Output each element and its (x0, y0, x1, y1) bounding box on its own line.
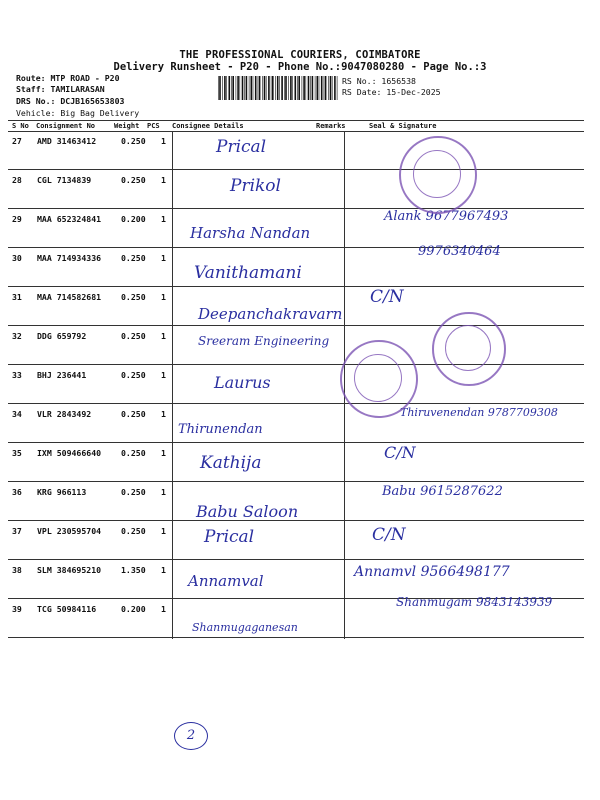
table-row (8, 482, 584, 521)
serial-number: 37 (12, 526, 22, 536)
serial-number: 36 (12, 487, 22, 497)
signature-handwriting: Annamvl 9566498177 (354, 564, 510, 580)
consignment-number: VLR 2843492 (37, 409, 92, 419)
consignment-number: MAA 714582681 (37, 292, 102, 302)
drs-number: DRS No.: DCJB165653803 (16, 96, 125, 106)
serial-number: 34 (12, 409, 22, 419)
weight-value: 0.200 (121, 604, 146, 614)
col-consignee: Consignee Details (172, 122, 244, 130)
consignee-handwriting: Babu Saloon (196, 502, 299, 521)
consignee-handwriting: Vanithamani (194, 263, 302, 283)
consignee-handwriting: Prical (204, 527, 255, 547)
pieces-count: 1 (161, 526, 166, 536)
pieces-count: 1 (161, 604, 166, 614)
staff-label: Staff: TAMILARASAN (16, 84, 105, 94)
serial-number: 38 (12, 565, 22, 575)
consignment-number: CGL 7134839 (37, 175, 92, 185)
pieces-count: 1 (161, 487, 166, 497)
signature-handwriting: Shanmugam 9843143939 (396, 595, 553, 609)
weight-value: 0.250 (121, 175, 146, 185)
consignment-number: IXM 509466640 (37, 448, 102, 458)
barcode-image (218, 76, 338, 100)
consignment-number: KRG 966113 (37, 487, 87, 497)
weight-value: 0.250 (121, 370, 146, 380)
signature-handwriting: Alank 9677967493 (384, 209, 509, 224)
consignee-handwriting: Kathija (200, 453, 262, 473)
serial-number: 27 (12, 136, 22, 146)
row-divider (8, 637, 584, 638)
weight-value: 0.250 (121, 487, 146, 497)
consignee-handwriting: Prikol (230, 176, 281, 196)
col-consignment: Consignment No (36, 122, 96, 130)
consignment-number: BHJ 236441 (37, 370, 87, 380)
weight-value: 0.250 (121, 526, 146, 536)
pieces-count: 1 (161, 409, 166, 419)
col-weight: Weight (114, 122, 140, 130)
signature-handwriting: 9976340464 (418, 244, 501, 259)
pieces-count: 1 (161, 370, 166, 380)
col-signature: Seal & Signature (369, 122, 437, 130)
serial-number: 33 (12, 370, 22, 380)
consignee-handwriting: Laurus (214, 373, 271, 392)
signature-handwriting: C/N (370, 287, 404, 307)
page-mark-circle: 2 (174, 722, 208, 750)
col-remarks: Remarks (316, 122, 346, 130)
serial-number: 31 (12, 292, 22, 302)
weight-value: 0.250 (121, 448, 146, 458)
pieces-count: 1 (161, 175, 166, 185)
table-row (8, 131, 584, 170)
table-row (8, 560, 584, 599)
weight-value: 0.250 (121, 409, 146, 419)
page-title: THE PROFESSIONAL COURIERS, COIMBATORE (179, 49, 421, 61)
rs-number: RS No.: 1656538 (342, 76, 416, 86)
serial-number: 30 (12, 253, 22, 263)
weight-value: 0.200 (121, 214, 146, 224)
rs-date: RS Date: 15-Dec-2025 (342, 87, 441, 97)
table-row (8, 595, 584, 638)
pieces-count: 1 (161, 565, 166, 575)
engineering-seal-stamp (432, 312, 506, 386)
consignee-handwriting: Thirunendan (178, 422, 263, 437)
consignment-number: DDG 659792 (37, 331, 87, 341)
serial-number: 29 (12, 214, 22, 224)
signature-handwriting: C/N (384, 443, 416, 462)
company-seal-stamp (399, 136, 477, 214)
weight-value: 0.250 (121, 331, 146, 341)
table-row (8, 209, 584, 248)
table-row (8, 443, 584, 482)
consignment-number: AMD 31463412 (37, 136, 97, 146)
serial-number: 28 (12, 175, 22, 185)
route-label: Route: MTP ROAD - P20 (16, 73, 120, 83)
consignment-number: MAA 714934336 (37, 253, 102, 263)
consignee-handwriting: Sreeram Engineering (198, 334, 330, 348)
table-row (8, 287, 584, 326)
col-pcs: PCS (147, 122, 160, 130)
consignee-handwriting: Shanmugaganesan (192, 621, 298, 634)
consignee-handwriting: Prical (216, 137, 267, 157)
signature-handwriting: Babu 9615287622 (382, 484, 503, 499)
page-subtitle: Delivery Runsheet - P20 - Phone No.:9047080280 - Page No.:3 (113, 61, 487, 73)
table-row (8, 244, 584, 287)
weight-value: 0.250 (121, 292, 146, 302)
signature-handwriting: C/N (372, 525, 406, 545)
consignment-number: MAA 652324841 (37, 214, 102, 224)
consignee-handwriting: Annamval (188, 572, 264, 590)
pieces-count: 1 (161, 292, 166, 302)
table-row (8, 521, 584, 560)
pieces-count: 1 (161, 448, 166, 458)
serial-number: 35 (12, 448, 22, 458)
minerals-seal-stamp (340, 340, 418, 418)
pieces-count: 1 (161, 136, 166, 146)
table-row (8, 170, 584, 209)
consignment-number: SLM 384695210 (37, 565, 102, 575)
weight-value: 1.350 (121, 565, 146, 575)
consignee-handwriting: Deepanchakravarn (198, 305, 343, 323)
pieces-count: 1 (161, 331, 166, 341)
consignment-number: TCG 50984116 (37, 604, 97, 614)
table-row (8, 404, 584, 443)
weight-value: 0.250 (121, 253, 146, 263)
header-top-rule (8, 120, 584, 121)
vehicle-label: Vehicle: Big Bag Delivery (16, 108, 140, 118)
weight-value: 0.250 (121, 136, 146, 146)
consignment-number: VPL 230595704 (37, 526, 102, 536)
col-sno: S No (12, 122, 29, 130)
signature-handwriting: Thiruvenendan 9787709308 (400, 406, 558, 419)
consignee-handwriting: Harsha Nandan (190, 224, 311, 242)
serial-number: 39 (12, 604, 22, 614)
serial-number: 32 (12, 331, 22, 341)
pieces-count: 1 (161, 214, 166, 224)
pieces-count: 1 (161, 253, 166, 263)
